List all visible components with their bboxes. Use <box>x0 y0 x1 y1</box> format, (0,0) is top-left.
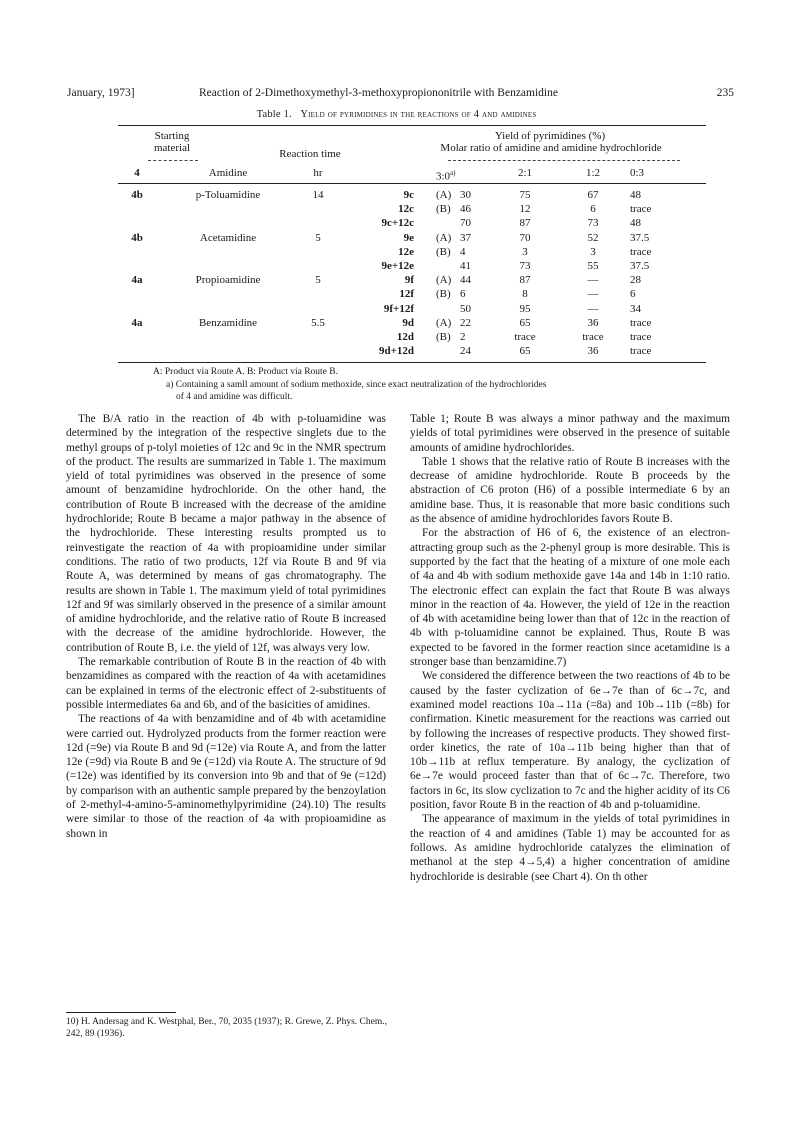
table-cell-value: 41 <box>460 260 471 272</box>
table-cell-ratio-3-0 <box>436 216 490 230</box>
table-cell-product: 9c <box>403 189 414 201</box>
table-cell-value: 46 <box>460 203 471 216</box>
table-cell-route: (B) <box>436 245 451 258</box>
table-cell-product: 9d <box>402 316 414 329</box>
table-cell-ratio-2-1: 8 <box>522 288 528 301</box>
head-ratio-3: 1:2 <box>585 167 601 179</box>
table-cell-ratio-3-0 <box>436 273 490 287</box>
table-cell-value: 37 <box>460 231 471 244</box>
table-cell-product: 12f <box>399 288 414 301</box>
table-cell-product: 12c <box>398 203 414 216</box>
table-cell-compound: 4a <box>131 316 143 329</box>
table-cell-route: (A) <box>436 189 452 201</box>
table-cell-ratio-1-2: — <box>587 288 599 301</box>
table-cell-ratio-1-2: 36 <box>587 316 599 329</box>
table-cell-ratio-1-2: 3 <box>590 245 596 258</box>
table-cell-route: (B) <box>436 288 451 301</box>
paragraph: We considered the difference between the two reactions of 4b to be caused by the faster cyclization of 6e→7e than of 6c→7c, and examined model reactions 10a→11a (=8a) and 10b→11b (=8b) for confirmation. Kinetic measurement for the reactions was carried out by following the increases of respective products. They showed first-order kinetics, the rate of 10a→11b being higher than that of 10b→11b at reflux temperature. By analogy, the cyclization of 6e→7e would proceed faster than that of 6c→7c. Therefore, two factors in 6c, its slow cyclization to 7c and the higher acidity of its C6 position, favor Route B in the reaction of 4b and p-toluamidine. <box>410 670 730 812</box>
table-cell-time: 5 <box>315 274 321 287</box>
left-text-column <box>66 412 386 841</box>
table-cell-ratio-3-0 <box>436 316 490 330</box>
paragraph: The appearance of maximum in the yields of total pyrimidines in the reaction of 4 and amidines (Table 1) may be accounted for as follows. As amidine hydrochloride catalyzes the elimination of methanol at the step 4→5,4) a higher concentration of amidine hydrochloride is desirable (see Chart 4). On th other <box>410 813 730 883</box>
table-cell-product: 9d+12d <box>378 345 414 358</box>
table-top-rule <box>118 125 706 126</box>
table-cell-ratio-0-3: trace <box>630 245 652 258</box>
table-cell-ratio-2-1: 12 <box>519 203 531 216</box>
table-cell-time: 5 <box>315 231 321 244</box>
table-cell-ratio-1-2: — <box>587 302 599 315</box>
paragraph: The B/A ratio in the reaction of 4b with p-toluamidine was determined by the integration of the respective singlets due to the methyl groups of p-tolyl moieties of 12c and 9c in the NMR spectrum of the product. The results are summarized in Table 1. The maximum yield of total pyrimidines was observed in the presence of some amount of benzamidine hydrochloride. On the other hand, the contribution of Route B increased with the decrease of the amidine hydrochloride; Route B became a major pathway in the absence of the hydrochloride. These interesting results prompted us to reinvestigate the reaction of 4a with propioamidine under similar conditions. The ratio of two products, 12f via Route B and 9f via Route A, was determined by means of gas chromatography. The results are shown in Table 1. The maximum yield of total pyrimidines 12f and 9f was similarly observed in the presence of a similar amount of amidine hydrochloride, and the relative ratio of Route B increased with the decrease of the amidine hydrochloride. However, the contribution of Route B, i.e. the yield of 12f, was always very low. <box>66 413 386 654</box>
reference-10: 10) H. Andersag and K. Westphal, Ber., 70, 2035 (1937); R. Grewe, Z. Phys. Chem., 242, 89 (1936). <box>66 1017 387 1039</box>
table-cell-ratio-2-1: trace <box>514 331 536 343</box>
paragraph: For the abstraction of H6 of 6, the existence of an electron-attracting group such as the 2-phenyl group is more desirable. This is supported by the fact that the heating of a mixture of one mole each of 4a and 4b with sodium methoxide gave 14a and 14b in 1:10 ratio. The electronic effect can explain the fact that Route B was always minor in the reaction of 4a. However, the yield of 12e in the reaction of 4b with acetamidine being lower than that of 12c in the reaction of 4b with p-toluamidine cannot be explained. Thus, Route B was expected to be favored in the former reaction since acetamidine is a stronger base than benzamidine.7) <box>410 527 730 669</box>
table-cell-ratio-2-1: 75 <box>519 189 531 201</box>
table-cell-time: 14 <box>312 189 324 201</box>
table-cell-route: (A) <box>436 231 452 244</box>
header-date: January, 1973] <box>67 87 135 99</box>
table-cell-ratio-1-2: trace <box>582 331 604 343</box>
table-footnote-routes: A: Product via Route A. B: Product via Route B. <box>153 367 338 377</box>
table-cell-value: 30 <box>460 189 471 201</box>
table-cell-compound: 4b <box>131 189 143 201</box>
table-cell-route: (A) <box>436 316 452 329</box>
table-cell-ratio-3-0 <box>436 330 490 344</box>
table-cell-route: (B) <box>436 203 451 216</box>
table-cell-ratio-3-0 <box>436 287 490 301</box>
table-cell-ratio-0-3: trace <box>630 331 652 343</box>
paragraph: The reactions of 4a with benzamidine and of 4b with acetamidine were carried out. Hydrolyzed products from the former reaction were 12d (=9e) via Route B and 9d (=12e) via Route A, and from the latter 12e (=9d) via Route B and 9e (=12d) via Route A. The structure of 9d (=12e) was identified by its conversion into 9b and that of 9e (=12d) by comparison with an authentic sample prepared by the benzoylation of 2-methyl-4-amino-5-aminomethylpyrimidine (24).10) The results were similar to those of the reaction of 4a with propioamidine as shown in <box>66 713 386 840</box>
table-cell-value: 44 <box>460 274 471 287</box>
right-text-column <box>410 412 730 884</box>
table-cell-amidine: Benzamidine <box>198 316 258 329</box>
table-caption <box>0 109 793 120</box>
table-cell-ratio-3-0 <box>436 344 490 358</box>
table-cell-ratio-2-1: 70 <box>519 231 531 244</box>
table-cell-ratio-0-3: 37.5 <box>630 231 650 244</box>
table-cell-ratio-0-3: 28 <box>630 274 641 287</box>
table-cell-value: 70 <box>460 217 471 230</box>
table-cell-ratio-2-1: 95 <box>519 302 531 315</box>
table-cell-ratio-1-2: 73 <box>587 217 599 230</box>
reference-rule <box>66 1012 176 1013</box>
table-cell-product: 9f <box>404 274 414 287</box>
table-cell-value: 2 <box>460 331 466 343</box>
paragraph: Table 1; Route B was always a minor pathway and the maximum yields of total pyrimidines were observed in the presence of suitable amounts of amidine hydrochlorides. <box>410 413 730 454</box>
table-cell-ratio-3-0 <box>436 259 490 273</box>
table-caption-label: Table 1. <box>256 109 292 120</box>
table-footnote-a-cont: of 4 and amidine was difficult. <box>176 392 293 402</box>
table-cell-ratio-3-0 <box>436 302 490 316</box>
table-caption-text: Yield of pyrimidines in the reactions of 4 and amidines <box>300 109 537 120</box>
table-cell-ratio-2-1: 65 <box>519 345 531 358</box>
table-cell-value: 22 <box>460 316 471 329</box>
table-bottom-rule <box>118 362 706 363</box>
table-cell-ratio-2-1: 87 <box>519 274 531 287</box>
head-ratio-4: 0:3 <box>630 167 645 179</box>
head-ratio-2: 2:1 <box>517 167 533 179</box>
table-cell-route: (B) <box>436 331 451 343</box>
table-cell-product: 12d <box>396 331 414 343</box>
table-cell-ratio-0-3: trace <box>630 316 652 329</box>
head-reaction-time: Reaction time <box>279 148 341 160</box>
table-cell-route: (A) <box>436 274 452 287</box>
head-col-amidine: Amidine <box>208 167 248 179</box>
table-cell-ratio-0-3: 6 <box>630 288 636 301</box>
table-cell-ratio-0-3: trace <box>630 203 652 216</box>
table-cell-ratio-2-1: 3 <box>522 245 528 258</box>
running-header <box>67 87 734 103</box>
table-cell-value: 24 <box>460 345 471 358</box>
head-yield-title: Yield of pyrimidines (%) <box>494 130 606 142</box>
table-cell-value: 50 <box>460 302 471 315</box>
table-cell-compound: 4a <box>131 274 143 287</box>
head-ratio-brace <box>448 160 680 161</box>
table-cell-amidine: Propioamidine <box>195 274 261 287</box>
head-col-unit: hr <box>313 167 323 179</box>
table-cell-product: 12e <box>398 245 414 258</box>
table-cell-time: 5.5 <box>311 316 325 329</box>
table-cell-ratio-1-2: 6 <box>590 203 596 216</box>
table-cell-ratio-1-2: 52 <box>587 231 599 244</box>
paragraph: Table 1 shows that the relative ratio of Route B increases with the decrease of amidine hydrochloride. Route B proceeds by the abstraction of C6 proton (H6) of a possible intermediate 6 by an amidine base. Thus, it is reasonable that more basic conditions such as the absence of amidine hydrochlorides favors Route B. <box>410 455 730 526</box>
table-cell-ratio-3-0 <box>436 202 490 216</box>
table-cell-ratio-3-0 <box>436 188 490 202</box>
table-cell-ratio-1-2: 67 <box>587 189 599 201</box>
table-cell-ratio-0-3: 48 <box>630 217 641 230</box>
table-cell-ratio-0-3: 34 <box>630 302 641 315</box>
table-cell-ratio-2-1: 73 <box>519 260 531 272</box>
table-cell-ratio-0-3: 37.5 <box>630 260 650 272</box>
table-cell-ratio-1-2: 36 <box>587 345 599 358</box>
header-page-number: 235 <box>716 87 734 99</box>
table-cell-ratio-0-3: trace <box>630 345 652 358</box>
table-cell-compound: 4b <box>131 231 143 244</box>
table-cell-product: 9e <box>403 231 414 244</box>
table-cell-product: 9f+12f <box>383 302 414 315</box>
table-cell-ratio-0-3: 48 <box>630 189 641 201</box>
table-cell-ratio-3-0 <box>436 231 490 245</box>
table-cell-value: 6 <box>460 288 466 301</box>
head-starting: Starting <box>154 130 190 142</box>
head-ratio-title: Molar ratio of amidine and amidine hydrochloride <box>440 142 662 154</box>
head-ratio-1: 3:0$^{a)}$ <box>436 169 456 183</box>
table-cell-ratio-1-2: — <box>587 274 599 287</box>
table-head-rule <box>118 183 706 184</box>
table-cell-product: 9c+12c <box>381 217 414 230</box>
table-cell-product: 9e+12e <box>381 260 414 272</box>
table-cell-value: 4 <box>460 245 466 258</box>
table-cell-amidine: Acetamidine <box>199 231 257 244</box>
table-cell-ratio-2-1: 65 <box>519 316 531 329</box>
head-starting-brace <box>148 160 198 161</box>
paragraph: The remarkable contribution of Route B in the reaction of 4b with benzamidines as compared with the reaction of 4a with acetamidines can be explained in terms of the electronic effect of 2-substituents of possible intermediates 6a and 6b, and of the basicities of amidines. <box>66 656 386 711</box>
table-footnote-a: a) Containing a samll amount of sodium methoxide, since exact neutralization of the hydrochlorides <box>166 380 547 390</box>
table-cell-ratio-1-2: 55 <box>587 260 599 272</box>
head-material: material <box>153 142 191 154</box>
table-cell-ratio-2-1: 87 <box>519 217 531 230</box>
table-cell-amidine: p-Toluamidine <box>195 189 261 201</box>
header-title: Reaction of 2-Dimethoxymethyl-3-methoxypropiononitrile with Benzamidine <box>199 87 558 99</box>
table-cell-ratio-3-0 <box>436 245 490 259</box>
head-col-compound: 4 <box>134 167 140 179</box>
